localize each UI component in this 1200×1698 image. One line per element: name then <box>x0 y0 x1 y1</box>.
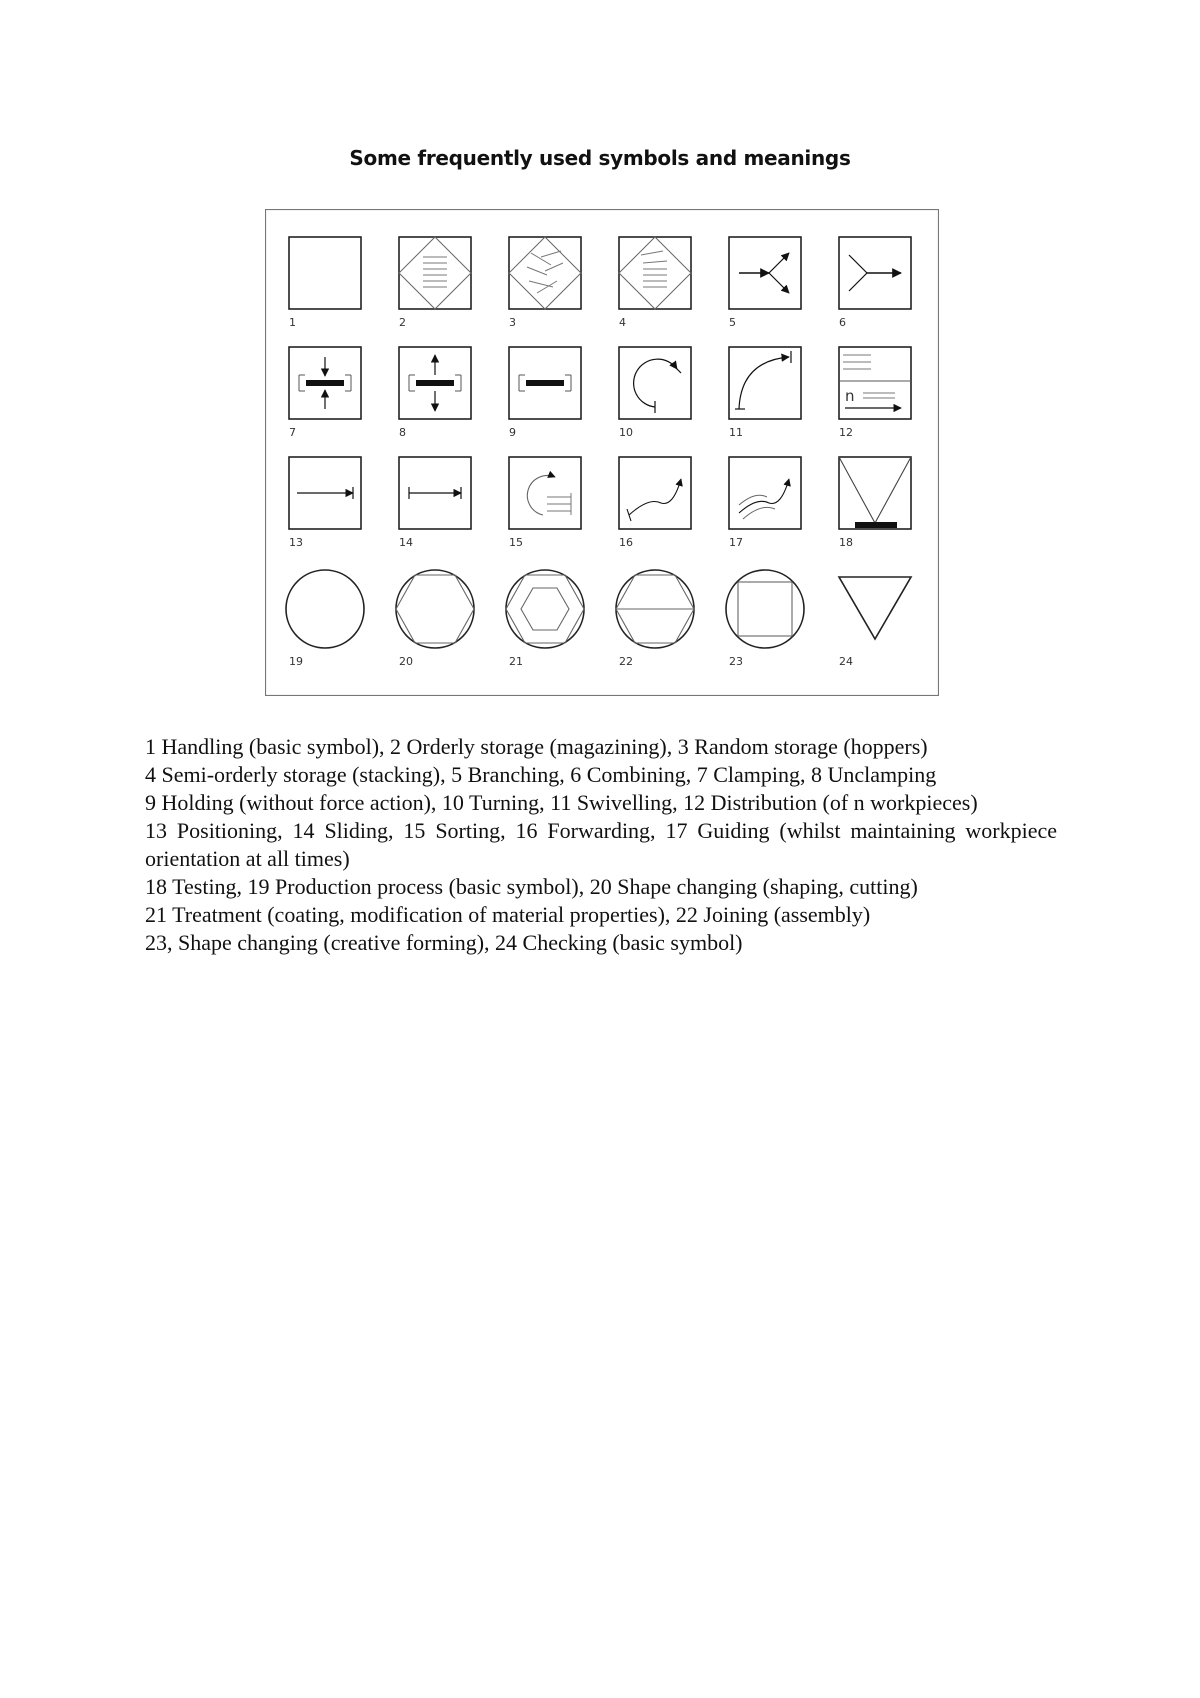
symbol-number: 11 <box>729 426 743 439</box>
symbol-number: 2 <box>399 316 406 329</box>
symbol-number: 14 <box>399 536 413 549</box>
symbol-number: 23 <box>729 655 743 668</box>
symbols-legend <box>145 733 1057 957</box>
legend-line: 4 Semi-orderly storage (stacking), 5 Branching, 6 Combining, 7 Clamping, 8 Unclamping <box>145 762 937 787</box>
symbol-number: 8 <box>399 426 406 439</box>
figure-frame <box>266 210 939 696</box>
symbols-chart <box>265 209 939 696</box>
symbol-number: 13 <box>289 536 303 549</box>
symbol-number: 19 <box>289 655 303 668</box>
symbol-number: 15 <box>509 536 523 549</box>
legend-line: 18 Testing, 19 Production process (basic symbol), 20 Shape changing (shaping, cutting) <box>145 874 918 899</box>
symbol-number: 4 <box>619 316 626 329</box>
symbol-number: 3 <box>509 316 516 329</box>
symbol-number: 20 <box>399 655 413 668</box>
symbol-number: 7 <box>289 426 296 439</box>
symbol12-label: n <box>845 387 855 405</box>
symbol-number: 18 <box>839 536 853 549</box>
legend-line: 9 Holding (without force action), 10 Turning, 11 Swivelling, 12 Distribution (of n workpieces) <box>145 790 978 815</box>
symbol-number: 6 <box>839 316 846 329</box>
symbol-number: 16 <box>619 536 633 549</box>
page-title: Some frequently used symbols and meanings <box>349 146 851 170</box>
symbol-number: 17 <box>729 536 743 549</box>
symbol-number: 1 <box>289 316 296 329</box>
legend-line: 1 Handling (basic symbol), 2 Orderly storage (magazining), 3 Random storage (hoppers) <box>145 734 928 759</box>
symbol-number: 9 <box>509 426 516 439</box>
symbols-figure <box>265 209 939 696</box>
symbol-number: 5 <box>729 316 736 329</box>
symbol-number: 12 <box>839 426 853 439</box>
legend-line: 23, Shape changing (creative forming), 24 Checking (basic symbol) <box>145 930 743 955</box>
legend-line: 21 Treatment (coating, modification of material properties), 22 Joining (assembly) <box>145 902 871 927</box>
symbol-number: 21 <box>509 655 523 668</box>
symbol-number: 22 <box>619 655 633 668</box>
legend-line: 13 Positioning, 14 Sliding, 15 Sorting, 16 Forwarding, 17 Guiding (whilst maintaining workpiece orientation at all times) <box>145 818 1057 871</box>
symbol-number: 10 <box>619 426 633 439</box>
symbol-number: 24 <box>839 655 853 668</box>
